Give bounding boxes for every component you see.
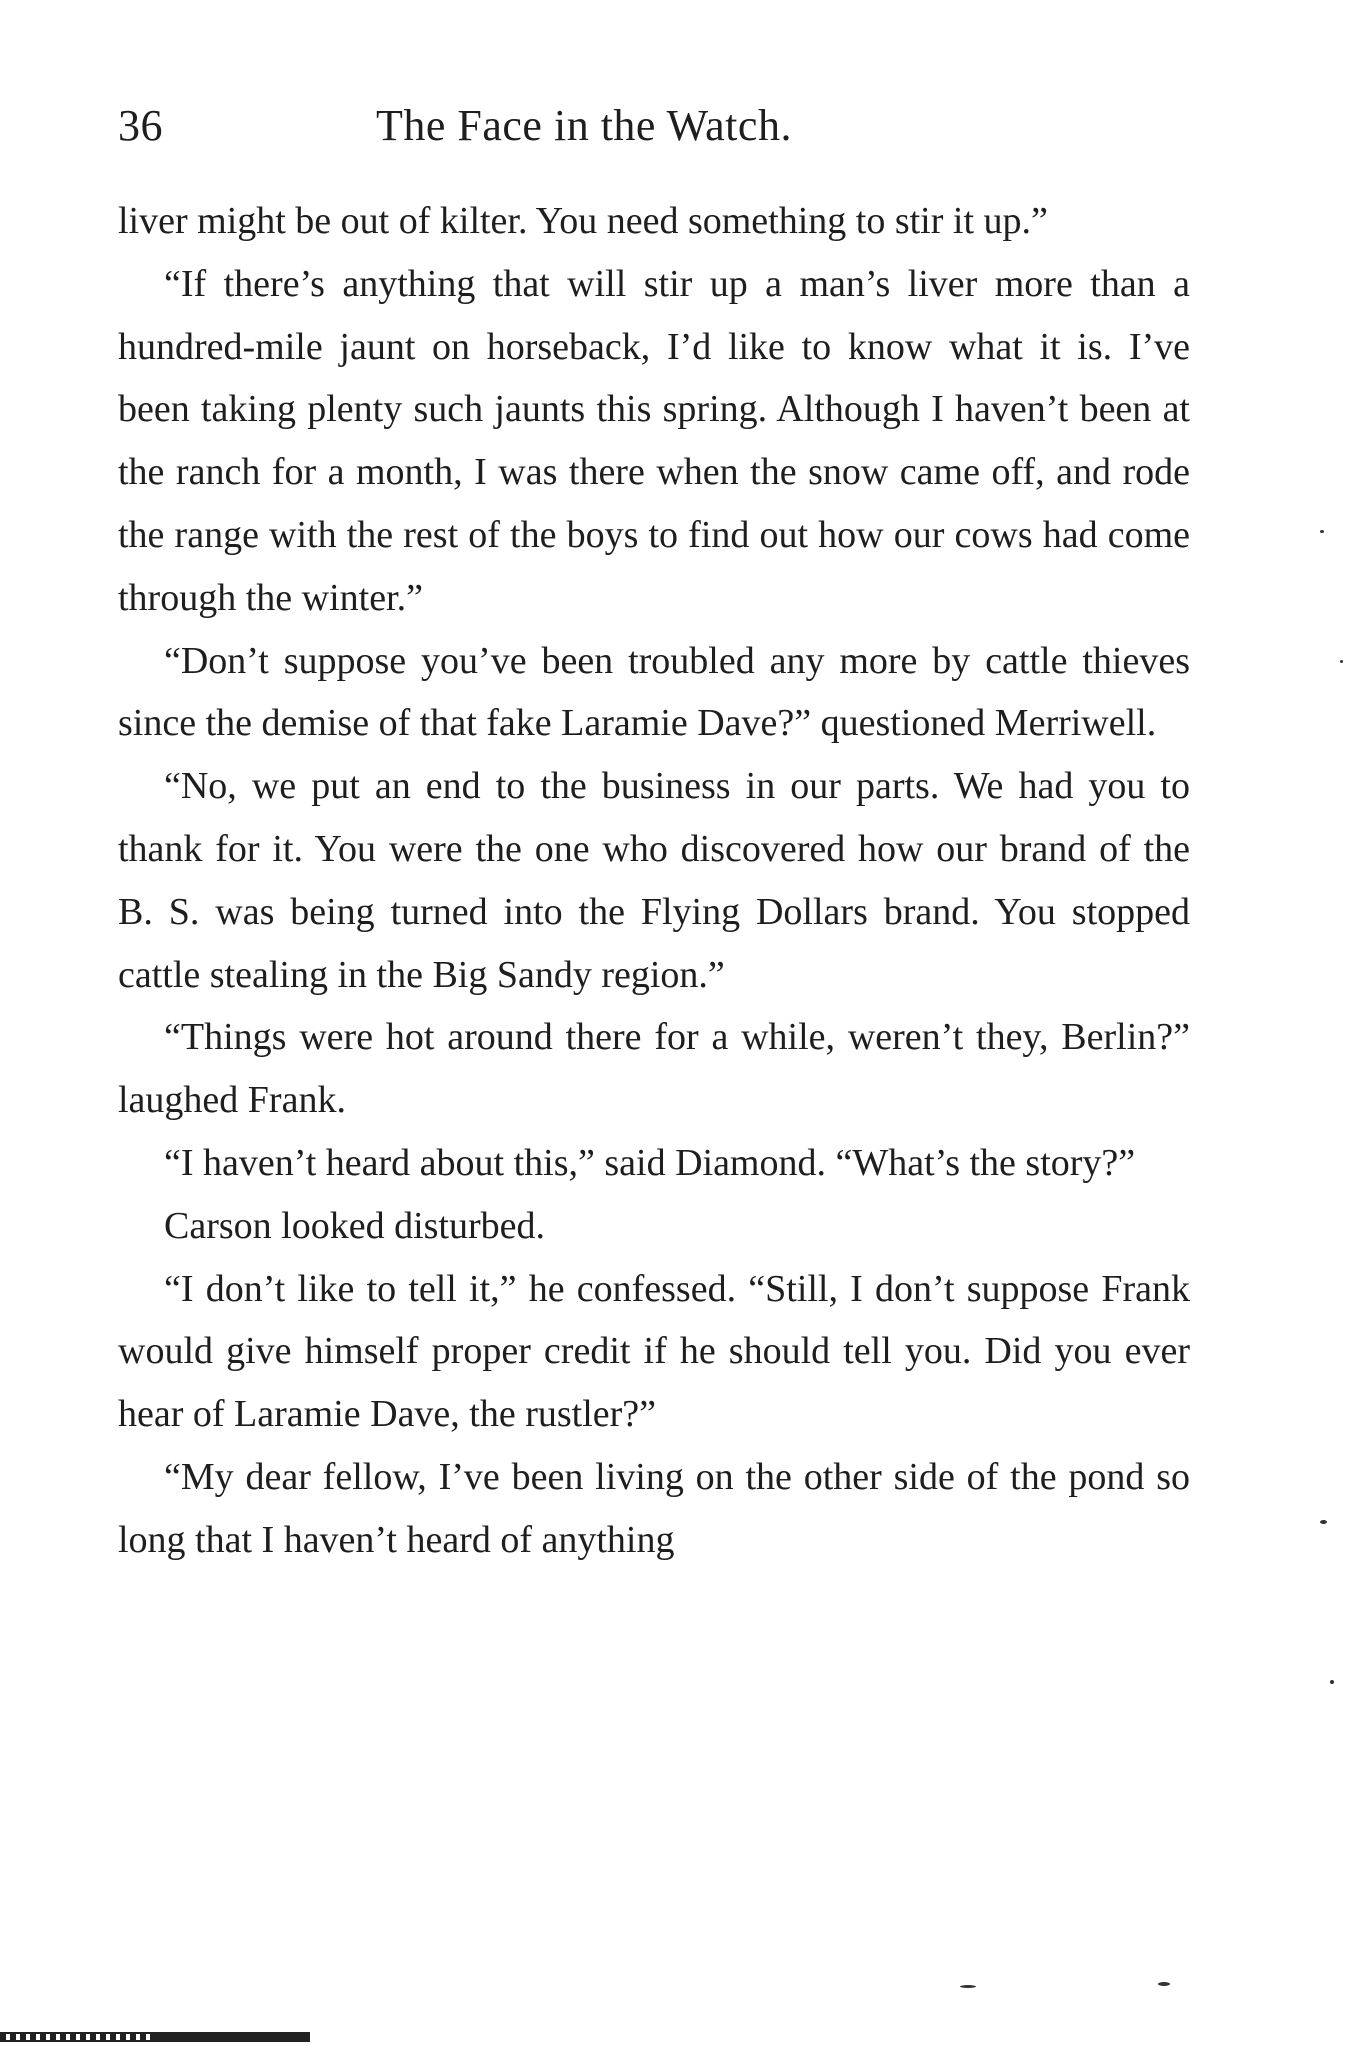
ink-speck [1340,660,1343,663]
ink-speck [1320,1520,1327,1524]
paragraph: liver might be out of kilter. You need something to stir it up.” [118,200,1048,242]
paragraph: “If there’s anything that will stir up a man’s liver more than a hundred-mile jaunt on horseback, I’d like to know what it is. I’ve been taking plenty such jaunts this spring. Although I haven’t been at the ranch for a month, I was there when the snow came off, and rode the range with the rest of the boys to find out how our cows had come through the winter.” [118,262,1190,619]
paragraph: “Things were hot around there for a while, weren’t they, Berlin?” laughed Frank. [118,1016,1190,1122]
body-text [118,190,1190,1572]
paragraph: “Don’t suppose you’ve been troubled any more by cattle thieves since the demise of that fake Laramie Dave?” questioned Merriwell. [118,639,1190,745]
paragraph: “No, we put an end to the business in our parts. We had you to thank for it. You were the one who discovered how our brand of the B. S. was being turned into the Flying Dollars brand. You stopped cattle stealing in the Big Sandy region.” [118,765,1190,996]
paragraph: “I don’t like to tell it,” he confessed. “Still, I don’t suppose Frank would give himself proper credit if he should tell you. Did you ever hear of Laramie Dave, the rustler?” [118,1267,1190,1436]
running-title: The Face in the Watch. [376,101,792,150]
ink-speck [960,1985,976,1988]
ink-speck [1158,1982,1170,1986]
paragraph: “My dear fellow, I’ve been living on the other side of the pond so long that I haven’t heard of anything [118,1455,1190,1561]
scan-edge-rule [0,2032,310,2042]
paragraph: Carson looked disturbed. [164,1204,546,1247]
paragraph: “I haven’t heard about this,” said Diamond. “What’s the story?” [164,1141,1136,1184]
page-header [118,92,1190,162]
ink-speck [1330,1680,1334,1684]
page-number: 36 [118,101,163,150]
ink-speck [1320,530,1324,533]
